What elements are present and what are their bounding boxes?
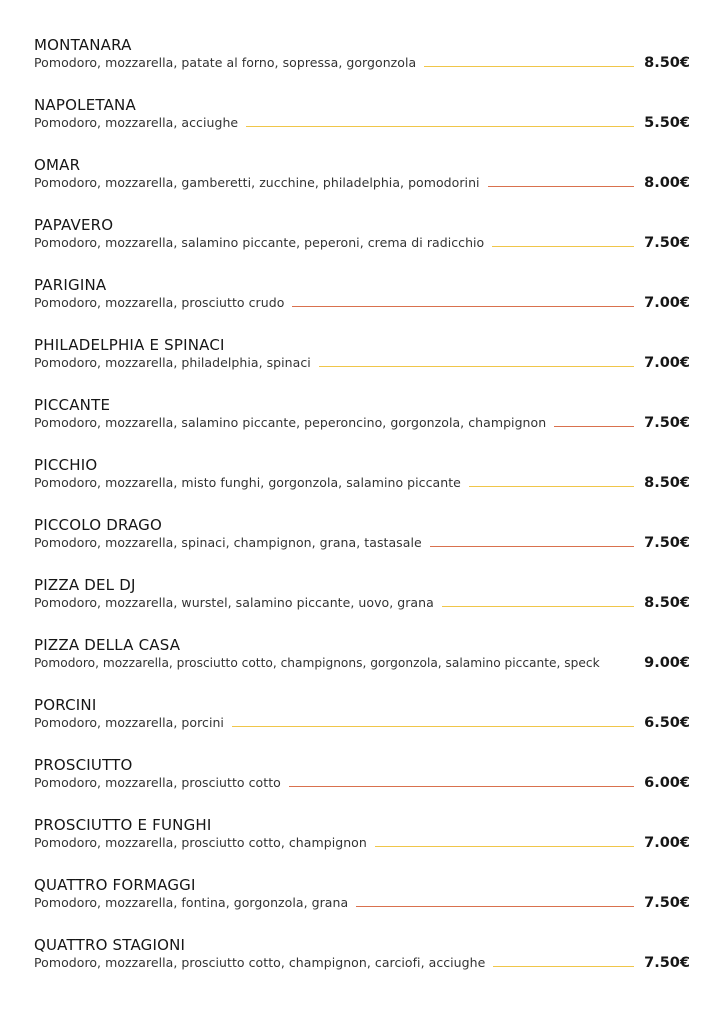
item-price: 7.50€ xyxy=(644,415,690,431)
item-detail-row xyxy=(34,354,690,372)
item-description: Pomodoro, mozzarella, patate al forno, sopressa, gorgonzola xyxy=(34,55,417,70)
item-price: 9.00€ xyxy=(644,655,690,671)
menu-item-porcini xyxy=(34,696,690,756)
menu-item-pizza-del-dj xyxy=(34,576,690,636)
dotted-leader-line xyxy=(492,246,634,247)
item-description: Pomodoro, mozzarella, prosciutto crudo xyxy=(34,295,285,310)
item-description: Pomodoro, mozzarella, fontina, gorgonzola, grana xyxy=(34,895,349,910)
item-name: PAPAVERO xyxy=(34,216,114,234)
item-detail-row xyxy=(34,894,690,912)
dotted-leader-line xyxy=(602,666,634,667)
item-description: Pomodoro, mozzarella, prosciutto cotto xyxy=(34,775,281,790)
item-description: Pomodoro, mozzarella, prosciutto cotto, champignons, gorgonzola, salamino piccante, speck xyxy=(34,656,600,670)
item-price: 8.50€ xyxy=(644,475,690,491)
item-detail-row xyxy=(34,534,690,552)
item-price: 8.00€ xyxy=(644,175,690,191)
item-name: QUATTRO FORMAGGI xyxy=(34,876,196,894)
dotted-leader-line xyxy=(375,846,634,847)
item-name: PORCINI xyxy=(34,696,97,714)
item-description: Pomodoro, mozzarella, salamino piccante, peperoni, crema di radicchio xyxy=(34,235,485,250)
menu-item-prosciutto xyxy=(34,756,690,816)
item-detail-row xyxy=(34,294,690,312)
item-detail-row xyxy=(34,594,690,612)
item-description: Pomodoro, mozzarella, prosciutto cotto, champignon, carciofi, acciughe xyxy=(34,955,486,970)
item-description: Pomodoro, mozzarella, salamino piccante, peperoncino, gorgonzola, champignon xyxy=(34,415,547,430)
item-detail-row xyxy=(34,774,690,792)
item-price: 7.00€ xyxy=(644,835,690,851)
dotted-leader-line xyxy=(424,66,634,67)
item-detail-row xyxy=(34,654,690,672)
item-description: Pomodoro, mozzarella, misto funghi, gorgonzola, salamino piccante xyxy=(34,475,461,490)
item-price: 7.50€ xyxy=(644,535,690,551)
menu-item-picchio xyxy=(34,456,690,516)
menu-item-philadelphia-e-spinaci xyxy=(34,336,690,396)
item-name: PICCHIO xyxy=(34,456,98,474)
item-description: Pomodoro, mozzarella, wurstel, salamino piccante, uovo, grana xyxy=(34,595,434,610)
item-detail-row xyxy=(34,474,690,492)
dotted-leader-line xyxy=(356,906,634,907)
item-detail-row xyxy=(34,834,690,852)
item-detail-row xyxy=(34,114,690,132)
dotted-leader-line xyxy=(292,306,634,307)
pizza-menu-list xyxy=(34,36,690,996)
dotted-leader-line xyxy=(554,426,634,427)
dotted-leader-line xyxy=(232,726,634,727)
item-name: PIZZA DEL DJ xyxy=(34,576,136,594)
item-price: 5.50€ xyxy=(644,115,690,131)
dotted-leader-line xyxy=(430,546,634,547)
item-detail-row xyxy=(34,174,690,192)
menu-item-napoletana xyxy=(34,96,690,156)
item-price: 6.00€ xyxy=(644,775,690,791)
item-price: 8.50€ xyxy=(644,55,690,71)
item-name: PHILADELPHIA E SPINACI xyxy=(34,336,225,354)
dotted-leader-line xyxy=(246,126,634,127)
menu-item-quattro-stagioni xyxy=(34,936,690,996)
item-detail-row xyxy=(34,714,690,732)
item-detail-row xyxy=(34,234,690,252)
item-price: 7.50€ xyxy=(644,235,690,251)
dotted-leader-line xyxy=(493,966,634,967)
menu-item-omar xyxy=(34,156,690,216)
dotted-leader-line xyxy=(289,786,634,787)
item-detail-row xyxy=(34,54,690,72)
item-name: PROSCIUTTO xyxy=(34,756,133,774)
item-price: 8.50€ xyxy=(644,595,690,611)
dotted-leader-line xyxy=(319,366,634,367)
item-name: QUATTRO STAGIONI xyxy=(34,936,186,954)
menu-item-piccante xyxy=(34,396,690,456)
item-description: Pomodoro, mozzarella, spinaci, champignon, grana, tastasale xyxy=(34,535,422,550)
item-description: Pomodoro, mozzarella, porcini xyxy=(34,715,224,730)
menu-item-piccolo-drago xyxy=(34,516,690,576)
item-name: NAPOLETANA xyxy=(34,96,136,114)
menu-item-papavero xyxy=(34,216,690,276)
item-price: 7.50€ xyxy=(644,955,690,971)
item-name: PARIGINA xyxy=(34,276,107,294)
item-name: OMAR xyxy=(34,156,81,174)
dotted-leader-line xyxy=(442,606,634,607)
item-name: PROSCIUTTO E FUNGHI xyxy=(34,816,212,834)
item-price: 7.00€ xyxy=(644,355,690,371)
menu-item-prosciutto-e-funghi xyxy=(34,816,690,876)
item-description: Pomodoro, mozzarella, gamberetti, zucchine, philadelphia, pomodorini xyxy=(34,175,480,190)
item-price: 7.50€ xyxy=(644,895,690,911)
item-price: 6.50€ xyxy=(644,715,690,731)
menu-item-parigina xyxy=(34,276,690,336)
item-description: Pomodoro, mozzarella, acciughe xyxy=(34,115,239,130)
item-name: PIZZA DELLA CASA xyxy=(34,636,181,654)
item-description: Pomodoro, mozzarella, philadelphia, spinaci xyxy=(34,355,311,370)
item-description: Pomodoro, mozzarella, prosciutto cotto, champignon xyxy=(34,835,367,850)
item-price: 7.00€ xyxy=(644,295,690,311)
item-detail-row xyxy=(34,954,690,972)
menu-item-pizza-della-casa xyxy=(34,636,690,696)
item-detail-row xyxy=(34,414,690,432)
item-name: PICCANTE xyxy=(34,396,111,414)
dotted-leader-line xyxy=(488,186,634,187)
menu-item-quattro-formaggi xyxy=(34,876,690,936)
item-name: PICCOLO DRAGO xyxy=(34,516,163,534)
dotted-leader-line xyxy=(469,486,634,487)
menu-item-montanara xyxy=(34,36,690,96)
item-name: MONTANARA xyxy=(34,36,132,54)
